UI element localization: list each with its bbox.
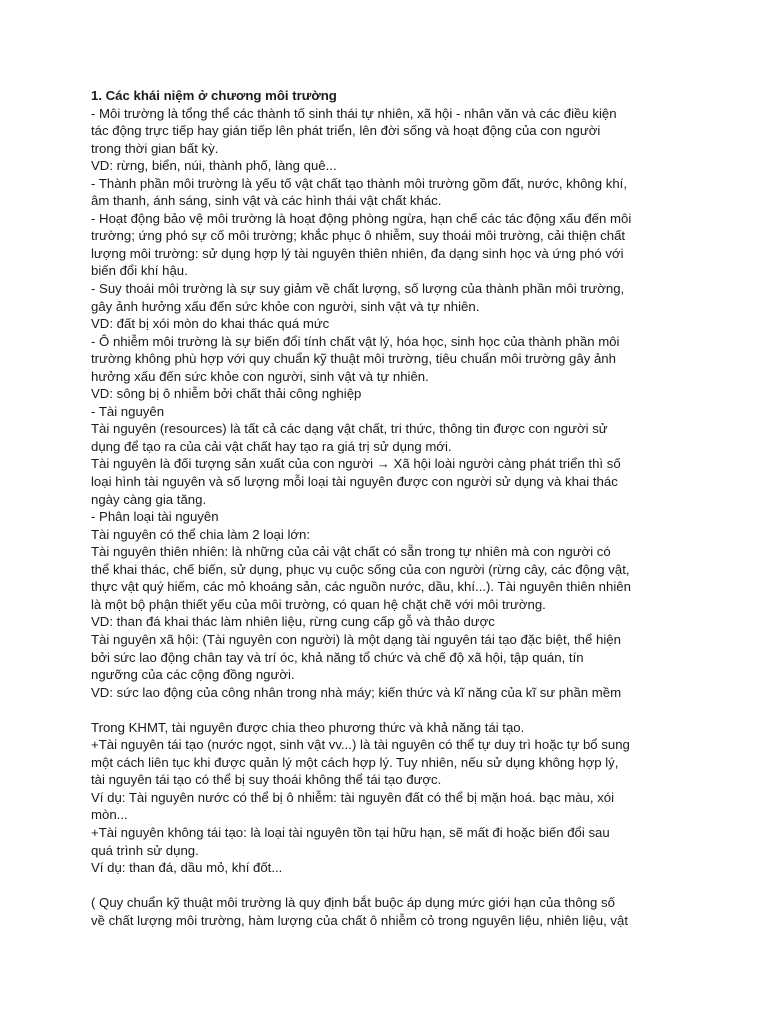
text-line: lượng môi trường: sử dụng hợp lý tài nguyên thiên nhiên, đa dạng sinh học và ứng phó với [91, 245, 624, 261]
text-line: +Tài nguyên không tái tạo: là loại tài nguyên tồn tại hữu hạn, sẽ mất đi hoặc biến đổi sau [91, 824, 610, 840]
blank-line [91, 701, 691, 719]
text-line: một cách liên tục khi được quản lý một cách hợp lý. Tuy nhiên, nếu sử dụng không hợp lý, [91, 754, 619, 770]
section-heading: 1. Các khái niệm ở chương môi trường [91, 88, 337, 103]
text-line: tác động trực tiếp hay gián tiếp lên phát triển, lên đời sống và hoạt động của con người [91, 123, 601, 139]
text-line: VD: sông bị ô nhiễm bởi chất thải công nghiệp [91, 386, 362, 402]
text-line: VD: than đá khai thác làm nhiên liệu, rừng cung cấp gỗ và thảo dược [91, 614, 495, 630]
text-line: Tài nguyên xã hội: (Tài nguyên con người) là một dạng tài nguyên tái tạo đặc biệt, thể hiện [91, 631, 621, 647]
text-line: về chất lượng môi trường, hàm lượng của chất ô nhiễm cỏ trong nguyên liệu, nhiên liệu, vật [91, 912, 628, 928]
text-line: ngày càng gia tăng. [91, 491, 207, 507]
text-line: Tài nguyên có thể chia làm 2 loại lớn: [91, 526, 311, 542]
text-line: âm thanh, ánh sáng, sinh vật và các hình thái vật chất khác. [91, 193, 442, 209]
text-line: trong thời gian bất kỳ. [91, 140, 219, 156]
text-line: Tài nguyên thiên nhiên: là những của cải vật chất có sẵn trong tự nhiên mà con người có [91, 544, 611, 560]
text-line: quá trình sử dụng. [91, 842, 199, 858]
text-line: +Tài nguyên tái tạo (nước ngọt, sinh vật vv...) là tài nguyên có thể tự duy trì hoặc tự bổ sung [91, 737, 630, 753]
text-line: Tài nguyên (resources) là tất cả các dạng vật chất, tri thức, thông tin được con người sử [91, 421, 608, 437]
text-line: Trong KHMT, tài nguyên được chia theo phương thức và khả năng tái tạo. [91, 719, 525, 735]
text-line: bởi sức lao động chân tay và trí óc, khả năng tổ chức và chế độ xã hội, tập quán, tín [91, 649, 584, 665]
text-line: ( Quy chuẩn kỹ thuật môi trường là quy định bắt buộc áp dụng mức giới hạn của thông số [91, 895, 615, 911]
text-line: là một bộ phận thiết yếu của môi trường, có quan hệ chặt chẽ với môi trường. [91, 596, 546, 612]
text-line: - Suy thoái môi trường là sự suy giảm về chất lượng, số lượng của thành phần môi trường, [91, 281, 625, 297]
text-line: loại hình tài nguyên và số lượng mỗi loại tài nguyên được con người sử dụng và khai thác [91, 474, 618, 490]
text-line: - Môi trường là tổng thể các thành tố sinh thái tự nhiên, xã hội - nhân văn và các điều kiện [91, 105, 617, 121]
text-line: - Tài nguyên [91, 403, 165, 419]
text-line: tài nguyên tái tạo có thể bị suy thoái không thể tái tạo được. [91, 772, 442, 788]
text-line: Ví dụ: than đá, dầu mỏ, khí đốt... [91, 860, 283, 876]
text-line: ngưỡng của các cộng đồng người. [91, 667, 295, 683]
text-line: biến đổi khí hậu. [91, 263, 188, 279]
text-line: VD: rừng, biển, núi, thành phố, làng quê... [91, 158, 337, 174]
text-line: trường; ứng phó sự cố môi trường; khắc phục ô nhiễm, suy thoái môi trường, cải thiện chất [91, 228, 626, 244]
text-line: - Thành phần môi trường là yếu tố vật chất tạo thành môi trường gồm đất, nước, không khí, [91, 175, 628, 191]
text-line: mòn... [91, 807, 128, 823]
text-line: thực vật quý hiếm, các mỏ khoáng sản, các nguồn nước, dầu, khí...). Tài nguyên thiên nhiên [91, 579, 631, 595]
document-text [91, 105, 691, 930]
text-line: Tài nguyên là đối tượng sản xuất của con người → Xã hội loài người càng phát triển thì số [91, 456, 621, 472]
document-body [91, 87, 691, 929]
text-line: thể khai thác, chế biến, sử dụng, phục vụ cuộc sống của con người (rừng cây, các động vật, [91, 561, 630, 577]
text-line: - Ô nhiễm môi trường là sự biến đổi tính chất vật lý, hóa học, sinh học của thành phần môi [91, 333, 620, 349]
text-line: hưởng xấu đến sức khỏe con người, sinh vật và tự nhiên. [91, 368, 429, 384]
text-line: trường không phù hợp với quy chuẩn kỹ thuật môi trường, tiêu chuẩn môi trường gây ảnh [91, 351, 616, 367]
text-line: dụng để tạo ra của cải vật chất hay tạo ra giá trị sử dụng mới. [91, 438, 452, 454]
text-line: Ví dụ: Tài nguyên nước có thể bị ô nhiễm: tài nguyên đất có thể bị mặn hoá. bạc màu, xói [91, 789, 615, 805]
text-line: VD: đất bị xói mòn do khai thác quá mức [91, 316, 330, 332]
text-line: - Phân loại tài nguyên [91, 509, 219, 525]
blank-line [91, 877, 691, 895]
text-line: - Hoạt động bảo vệ môi trường là hoạt động phòng ngừa, hạn chế các tác động xấu đến môi [91, 210, 632, 226]
text-line: gây ảnh hưởng xấu đến sức khỏe con người, sinh vật và tự nhiên. [91, 298, 480, 314]
text-line: VD: sức lao động của công nhân trong nhà máy; kiến thức và kĩ năng của kĩ sư phần mềm [91, 684, 622, 700]
